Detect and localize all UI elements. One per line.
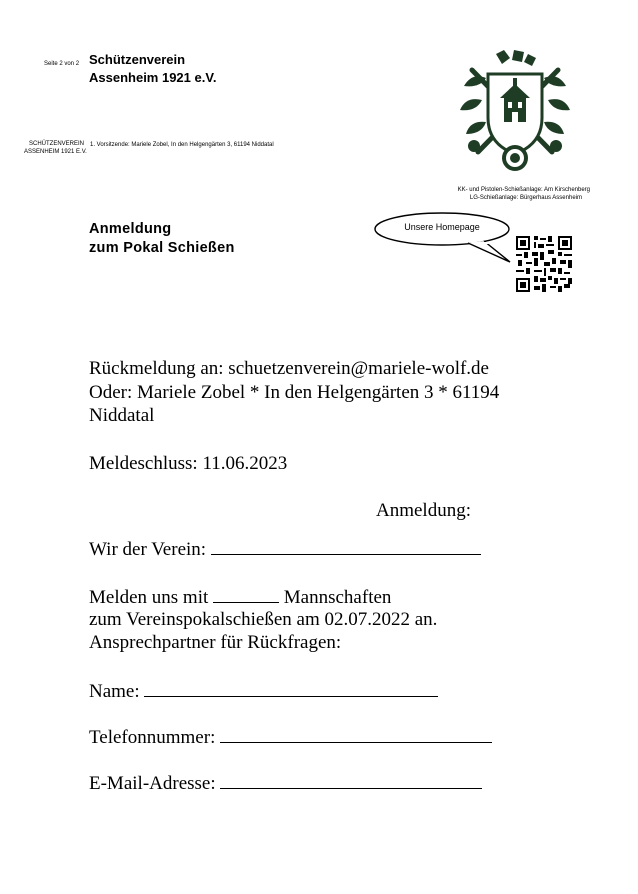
teams-count-field[interactable]	[213, 586, 279, 603]
phone-field[interactable]	[220, 726, 492, 743]
qr-code-icon[interactable]	[516, 236, 572, 292]
club-field-label: Wir der Verein:	[89, 539, 207, 560]
name-field-row	[89, 680, 438, 703]
email-field-label: E-Mail-Adresse:	[89, 773, 216, 794]
phone-field-row	[89, 726, 492, 749]
club-crest-icon	[456, 48, 574, 174]
homepage-bubble-text: Unsere Homepage	[404, 222, 480, 232]
event-line: zum Vereinspokalschießen am 02.07.2022 an.	[89, 609, 438, 630]
homepage-bubble	[372, 210, 514, 266]
club-name-field[interactable]	[211, 538, 481, 555]
document-title-line2: zum Pokal Schießen	[89, 240, 235, 256]
teams-prefix: Melden uns mit	[89, 587, 209, 608]
email-field-row	[89, 772, 482, 795]
name-field-label: Name:	[89, 681, 140, 702]
reply-contact-line: Rückmeldung an: schuetzenverein@mariele-wolf.de	[89, 358, 489, 379]
chairperson-address: 1. Vorsitzende: Mariele Zobel, In den Helgengärten 3, 61194 Niddatal	[90, 142, 274, 148]
document-title-line1: Anmeldung	[89, 221, 172, 237]
phone-field-label: Telefonnummer:	[89, 727, 216, 748]
reply-address-line: Oder: Mariele Zobel * In den Helgengärten 3 * 61194	[89, 382, 500, 403]
range-info-line1: KK- und Pistolen-Schießanlage: Am Kirschenberg	[457, 187, 590, 193]
registration-deadline: Meldeschluss: 11.06.2023	[89, 453, 288, 474]
contact-person-line: Ansprechpartner für Rückfragen:	[89, 632, 342, 653]
reply-city-line: Niddatal	[89, 405, 155, 426]
email-field[interactable]	[220, 772, 482, 789]
club-name-line2: Assenheim 1921 e.V.	[89, 70, 217, 85]
form-heading: Anmeldung:	[376, 500, 471, 521]
teams-suffix: Mannschaften	[283, 587, 392, 608]
range-info-line2: LG-Schießanlage: Bürgerhaus Assenheim	[469, 195, 582, 201]
name-field[interactable]	[144, 680, 438, 697]
small-club-line1: SCHÜTZENVEREIN	[28, 141, 84, 147]
teams-row	[89, 586, 391, 609]
club-field-row	[89, 538, 481, 561]
club-name-line1: Schützenverein	[89, 52, 186, 67]
page-number: Seite 2 von 2	[44, 61, 80, 67]
small-club-line2: ASSENHEIM 1921 E.V.	[24, 149, 87, 155]
